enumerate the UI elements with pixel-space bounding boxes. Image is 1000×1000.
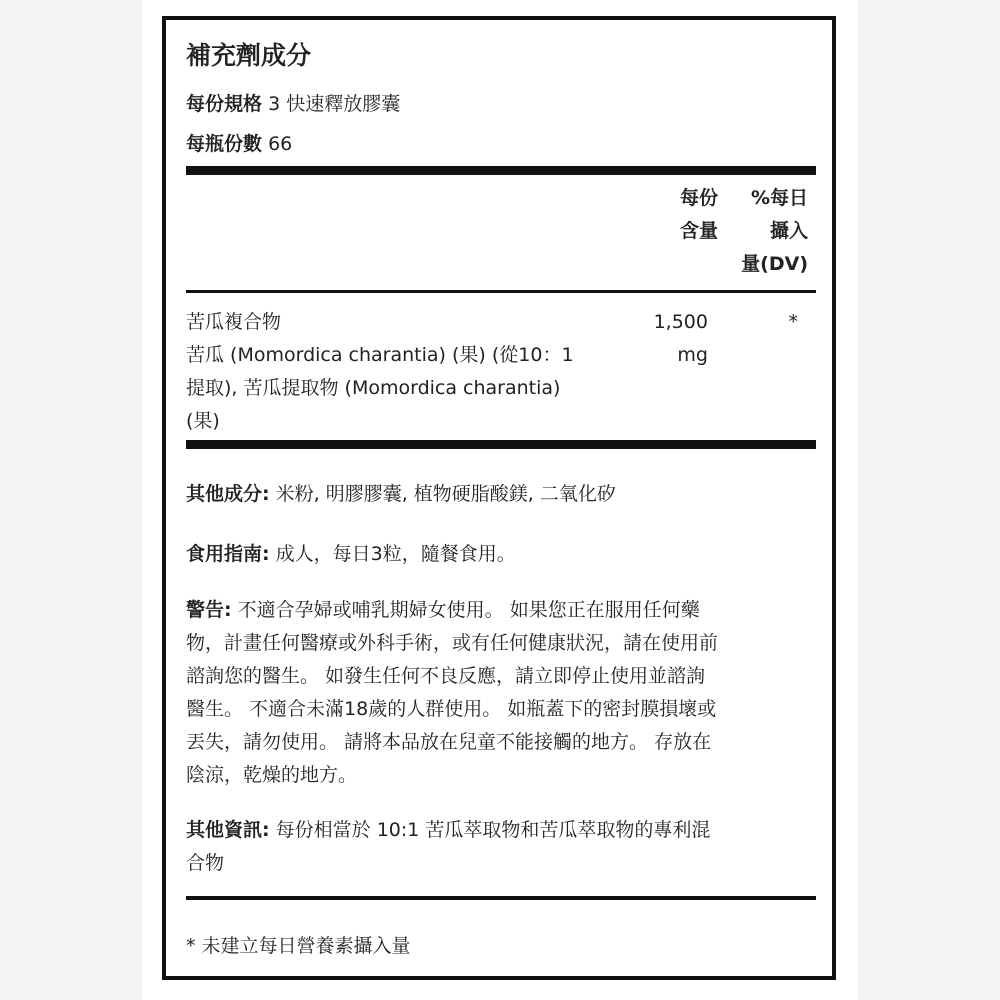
warnings-line-3: 諮詢您的醫生。 如發生任何不良反應，請立即停止使用並諮詢 [186, 665, 706, 687]
ingredient-row [186, 306, 606, 438]
ingredient-dv: * [788, 311, 798, 333]
warnings-line-6: 陰涼，乾燥的地方。 [186, 764, 358, 786]
other-info-line-2: 合物 [186, 852, 225, 874]
warnings [186, 594, 812, 792]
divider-thin [186, 290, 816, 293]
other-info [186, 814, 812, 880]
amount-header-line-2: 含量 [679, 220, 718, 242]
directions-text: 成人，每日3粒，隨餐食用。 [269, 543, 516, 565]
amount-header-line-1: 每份 [679, 187, 718, 209]
divider-thick-middle [186, 440, 816, 449]
dv-header-line-2: 攝入 [769, 220, 808, 242]
warnings-line-4: 醫生。 不適合未滿18歲的人群使用。 如瓶蓋下的密封膜損壞或 [186, 698, 717, 720]
warnings-label: 警告: [186, 599, 232, 621]
warnings-line-2: 物，計畫任何醫療或外科手術，或有任何健康狀況，請在使用前 [186, 632, 719, 654]
other-ingredients [186, 478, 812, 511]
ingredient-description-line-3: (果) [186, 410, 220, 432]
amount-per-serving-header [652, 182, 718, 248]
footnote: * 未建立每日營養素攝入量 [186, 935, 411, 957]
serving-size-label: 每份規格 [186, 93, 263, 115]
other-info-line-1: 每份相當於 10:1 苦瓜萃取物和苦瓜萃取物的專利混 [269, 819, 711, 841]
ingredient-amount [632, 306, 708, 372]
ingredient-name: 苦瓜複合物 [186, 311, 282, 333]
panel-title: 補充劑成分 [186, 41, 312, 70]
amount-unit: mg [677, 344, 708, 366]
ingredient-description-line-1: 苦瓜 (Momordica charantia) (果) (從10：1 [186, 344, 574, 366]
serving-size [186, 90, 812, 118]
directions [186, 538, 812, 571]
divider-bottom [186, 896, 816, 900]
directions-label: 食用指南: [186, 543, 270, 565]
other-ingredients-text: 米粉, 明膠膠囊, 植物硬脂酸鎂, 二氧化矽 [269, 483, 616, 505]
ingredient-description-line-2: 提取), 苦瓜提取物 (Momordica charantia) [186, 377, 561, 399]
dv-header-line-1: %每日 [750, 187, 808, 209]
servings-value: 66 [268, 133, 293, 155]
servings-per-container [186, 130, 812, 158]
daily-value-header [728, 182, 808, 281]
dv-header-line-3: 量(DV) [741, 253, 808, 275]
servings-label: 每瓶份數 [186, 133, 263, 155]
warnings-line-5: 丟失，請勿使用。 請將本品放在兒童不能接觸的地方。 存放在 [186, 731, 712, 753]
supplement-facts-panel [162, 16, 836, 980]
divider-thick-top [186, 166, 816, 175]
amount-value: 1,500 [653, 311, 708, 333]
serving-size-value: 3 快速釋放膠囊 [268, 93, 401, 115]
other-ingredients-label: 其他成分: [186, 483, 270, 505]
other-info-label: 其他資訊: [186, 819, 270, 841]
warnings-line-1: 不適合孕婦或哺乳期婦女使用。 如果您正在服用任何藥 [231, 599, 700, 621]
